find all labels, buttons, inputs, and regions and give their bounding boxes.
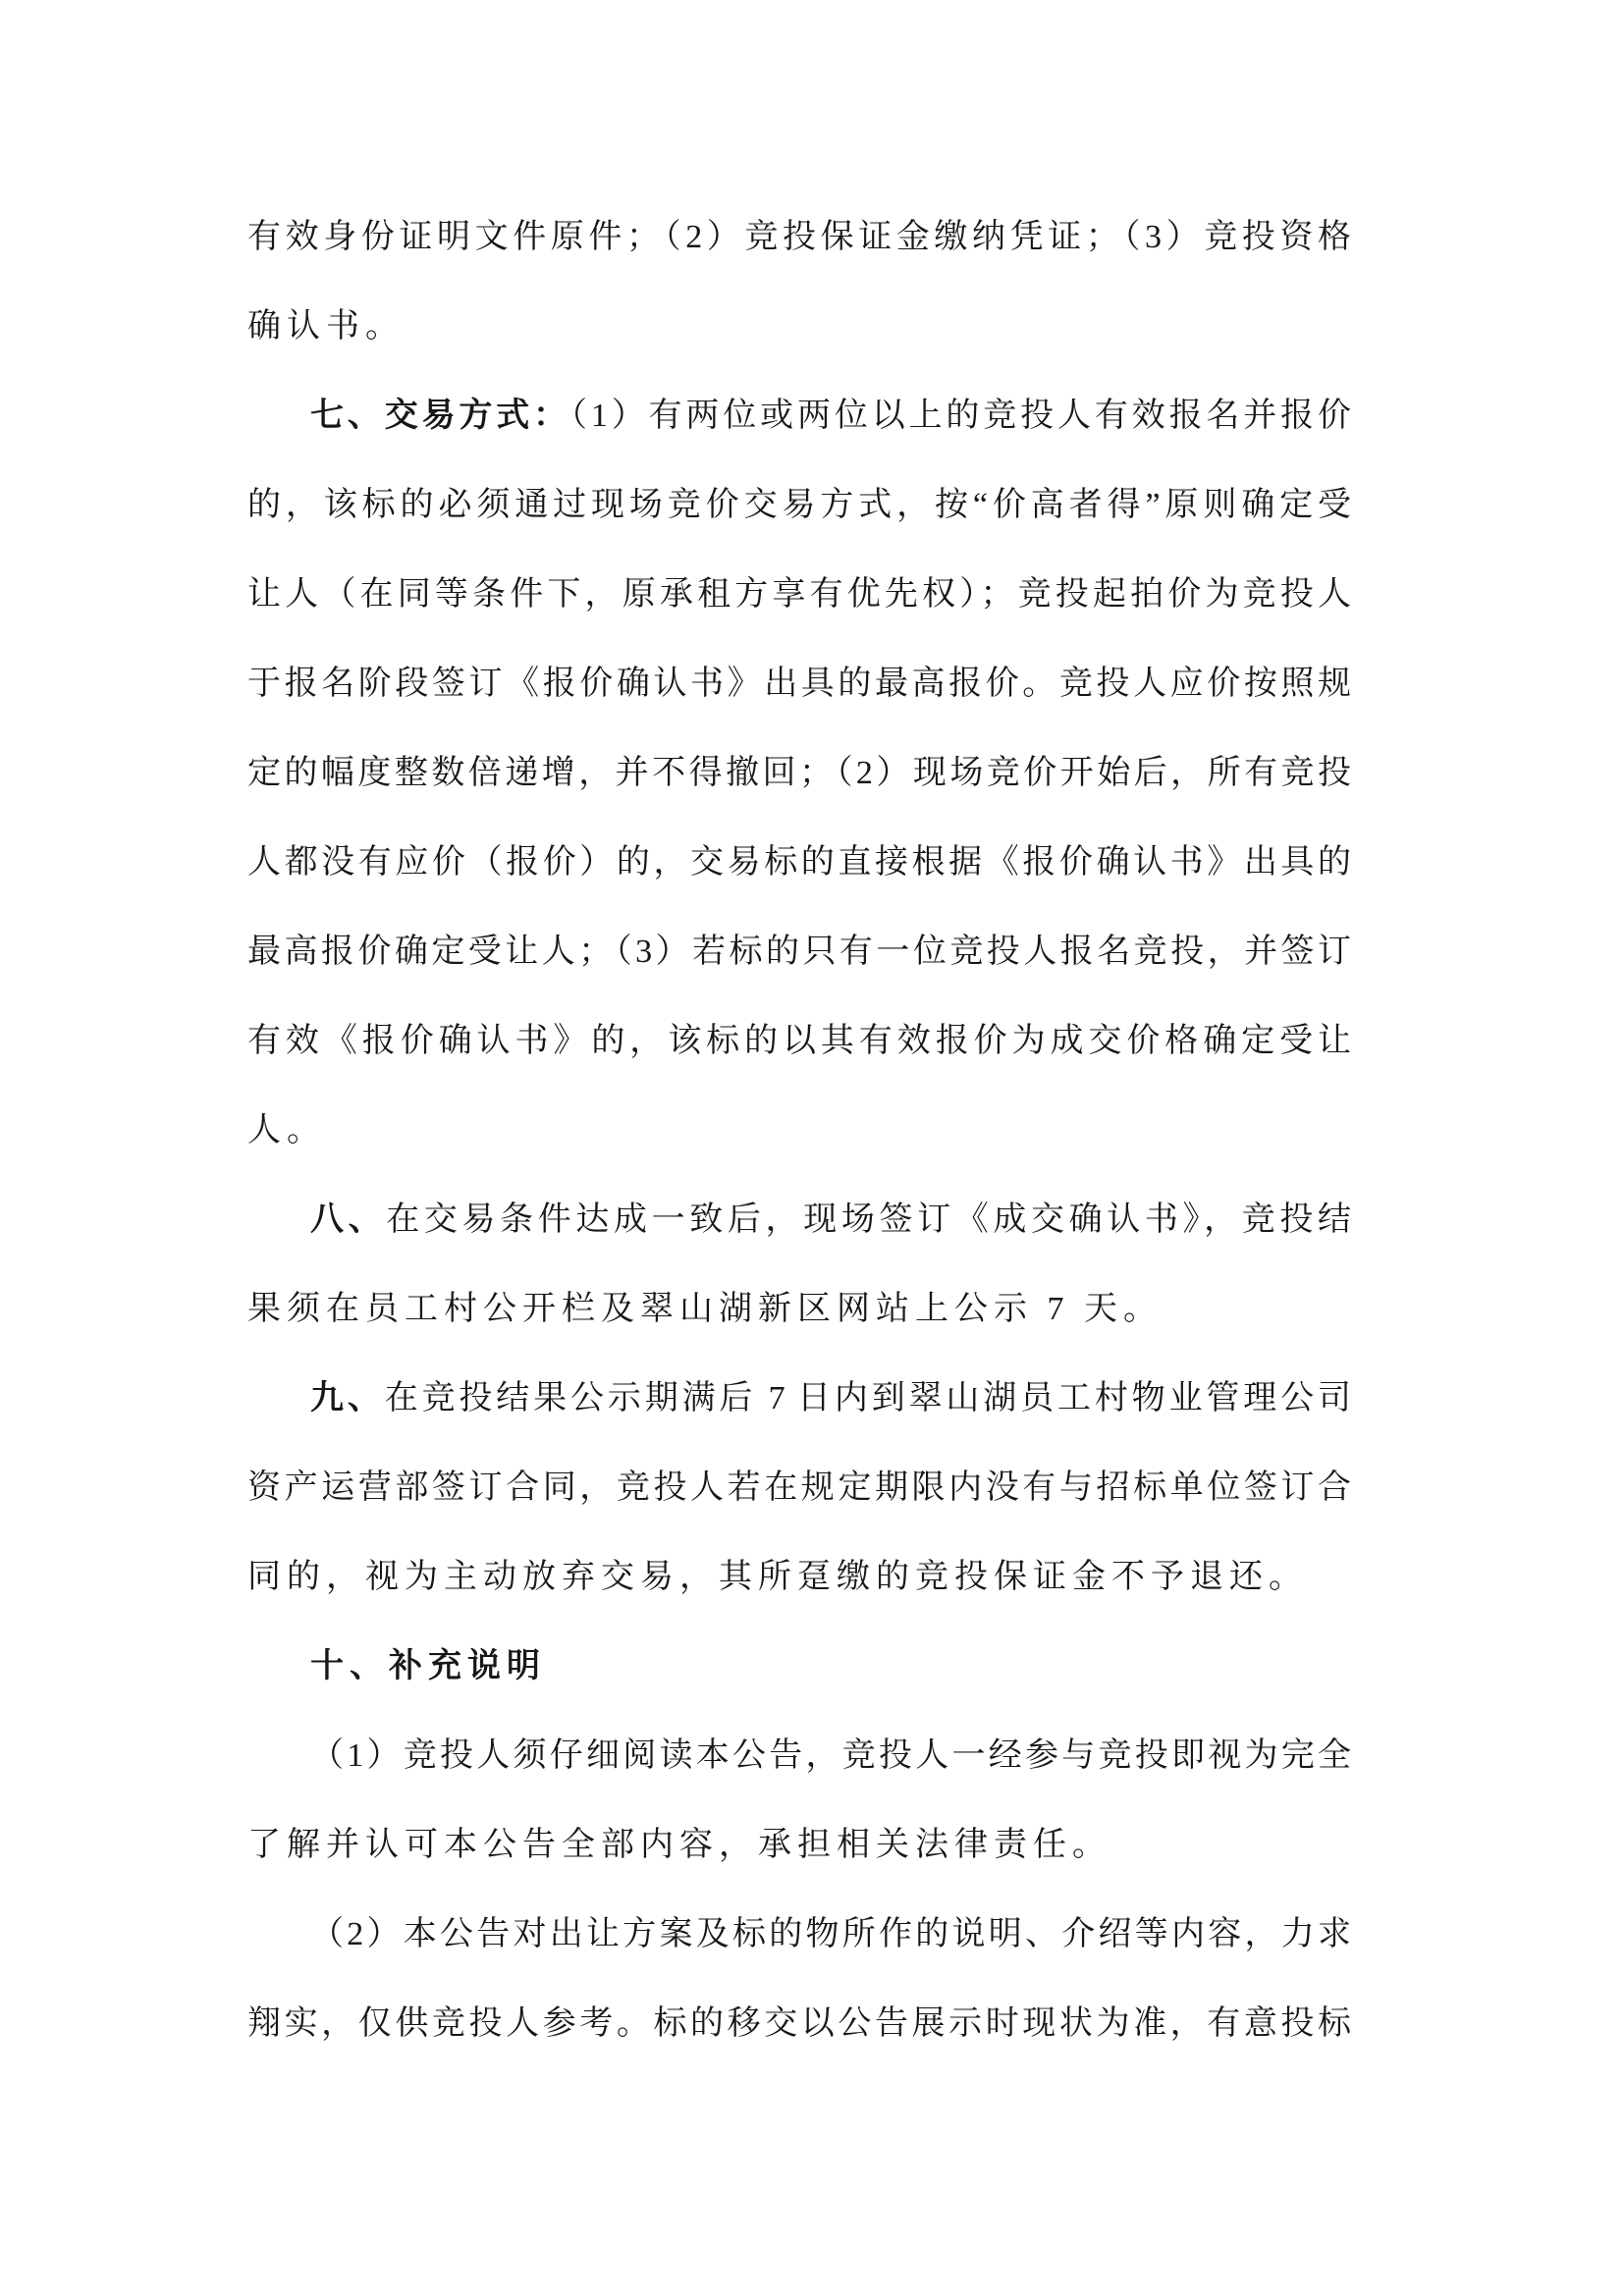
text-segment: 翔实，仅供竞投人参考。标的移交以公告展示时现状为准，有意投标 bbox=[247, 2005, 1351, 2042]
text-segment: 人。 bbox=[247, 1112, 326, 1148]
text-segment: （1）有两位或两位以上的竞投人有效报名并报价 bbox=[570, 398, 1351, 434]
text-line bbox=[247, 1264, 1351, 1354]
text-segment: 人都没有应价（报价）的，交易标的直接根据《报价确认书》出具的 bbox=[247, 844, 1351, 881]
text-line bbox=[247, 1800, 1351, 1890]
text-segment-bold: 十、补充说明 bbox=[310, 1648, 546, 1684]
text-segment: 资产运营部签订合同，竞投人若在规定期限内没有与招标单位签订合 bbox=[247, 1469, 1351, 1506]
text-line bbox=[247, 1979, 1351, 2068]
text-line bbox=[247, 1443, 1351, 1532]
text-line bbox=[247, 1532, 1351, 1622]
text-line bbox=[247, 282, 1351, 371]
text-segment: 有效身份证明文件原件；（2）竞投保证金缴纳凭证；（3）竞投资格 bbox=[247, 219, 1351, 255]
text-segment: 有效《报价确认书》的，该标的以其有效报价为成交价格确定受让 bbox=[247, 1023, 1351, 1059]
text-segment-bold: 七、交易方式： bbox=[310, 398, 570, 434]
text-segment: 最高报价确定受让人；（3）若标的只有一位竞投人报名竞投，并签订 bbox=[247, 934, 1351, 970]
text-line bbox=[247, 728, 1351, 818]
text-line bbox=[247, 1711, 1351, 1800]
text-segment: 在竞投结果公示期满后 7 日内到翠山湖员工村物业管理公司 bbox=[384, 1380, 1351, 1416]
text-line bbox=[247, 639, 1351, 728]
text-line bbox=[247, 996, 1351, 1086]
text-line bbox=[247, 818, 1351, 907]
text-segment-bold: 九、 bbox=[310, 1380, 385, 1416]
text-line bbox=[247, 1086, 1351, 1175]
text-segment: 了解并认可本公告全部内容，承担相关法律责任。 bbox=[247, 1827, 1111, 1863]
text-line bbox=[247, 907, 1351, 996]
text-segment: （2）本公告对出让方案及标的物所作的说明、介绍等内容，力求 bbox=[310, 1916, 1351, 1952]
text-line bbox=[247, 1622, 1351, 1711]
text-segment: 确认书。 bbox=[247, 308, 405, 345]
text-line bbox=[247, 371, 1351, 460]
document-body bbox=[247, 192, 1351, 2068]
text-segment-bold: 八、 bbox=[310, 1201, 387, 1238]
text-line bbox=[247, 1175, 1351, 1264]
text-segment: 的，该标的必须通过现场竞价交易方式，按“价高者得”原则确定受 bbox=[247, 487, 1351, 523]
text-segment: 在交易条件达成一致后，现场签订《成交确认书》，竞投结 bbox=[386, 1201, 1351, 1238]
text-line bbox=[247, 460, 1351, 550]
text-line bbox=[247, 1354, 1351, 1443]
text-segment: 让人（在同等条件下，原承租方享有优先权）；竞投起拍价为竞投人 bbox=[247, 576, 1351, 613]
text-segment: 同的，视为主动放弃交易，其所趸缴的竞投保证金不予退还。 bbox=[247, 1559, 1308, 1595]
text-segment: 果须在员工村公开栏及翠山湖新区网站上公示 7 天。 bbox=[247, 1291, 1163, 1327]
text-segment: （1）竞投人须仔细阅读本公告，竞投人一经参与竞投即视为完全 bbox=[310, 1737, 1351, 1774]
text-line bbox=[247, 1890, 1351, 1979]
text-line bbox=[247, 192, 1351, 282]
text-segment: 于报名阶段签订《报价确认书》出具的最高报价。竞投人应价按照规 bbox=[247, 666, 1351, 702]
text-segment: 定的幅度整数倍递增，并不得撤回；（2）现场竞价开始后，所有竞投 bbox=[247, 755, 1351, 791]
text-line bbox=[247, 550, 1351, 639]
